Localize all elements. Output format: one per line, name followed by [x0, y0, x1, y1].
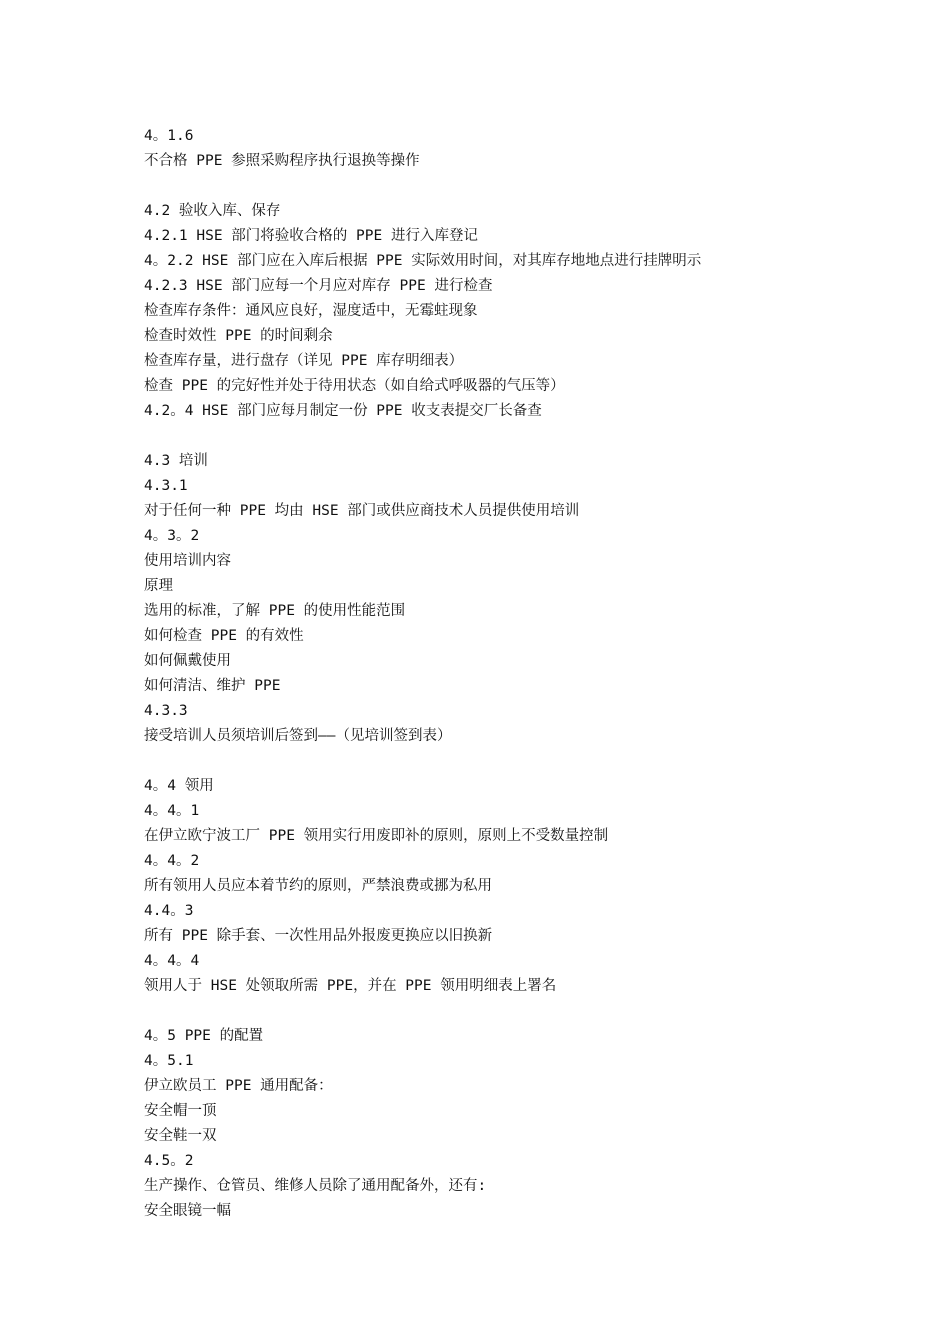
blank-line — [144, 999, 904, 1024]
text-line: 不合格 PPE 参照采购程序执行退换等操作 — [144, 153, 420, 169]
text-line: 检查时效性 PPE 的时间剩余 — [144, 328, 333, 344]
section-number: 4。1.6 — [144, 128, 194, 144]
text-line: 接受培训人员须培训后签到——（见培训签到表） — [144, 728, 452, 744]
section-number: 4。3。2 — [144, 528, 200, 544]
text-line: 如何检查 PPE 的有效性 — [144, 628, 304, 644]
text-line: 使用培训内容 — [144, 553, 231, 569]
text-line: 原理 — [144, 578, 173, 594]
text-line: 4。2.2 HSE 部门应在入库后根据 PPE 实际效用时间，对其库存地地点进行挂牌明示 — [144, 253, 702, 269]
text-line: 所有领用人员应本着节约的原则，严禁浪费或挪为私用 — [144, 878, 492, 894]
text-line: 对于任何一种 PPE 均由 HSE 部门或供应商技术人员提供使用培训 — [144, 503, 580, 519]
text-line: 4.2.3 HSE 部门应每一个月应对库存 PPE 进行检查 — [144, 278, 493, 294]
blank-line — [144, 749, 904, 774]
section-number: 4。4。2 — [144, 853, 200, 869]
section-heading: 4。4 领用 — [144, 778, 214, 794]
text-line: 伊立欧员工 PPE 通用配备： — [144, 1078, 333, 1094]
section-heading: 4.2 验收入库、保存 — [144, 203, 281, 219]
section-number: 4.4。3 — [144, 903, 194, 919]
section-number: 4。4。1 — [144, 803, 200, 819]
text-line: 安全鞋一双 — [144, 1128, 217, 1144]
section-number: 4。5.1 — [144, 1053, 194, 1069]
section-number: 4.3.3 — [144, 703, 188, 719]
section-heading: 4.3 培训 — [144, 453, 208, 469]
section-number: 4.3.1 — [144, 478, 188, 494]
text-line: 安全眼镜一幅 — [144, 1203, 231, 1219]
text-line: 如何佩戴使用 — [144, 653, 231, 669]
text-line: 检查库存条件：通风应良好，湿度适中，无霉蛀现象 — [144, 303, 478, 319]
text-line: 生产操作、仓管员、维修人员除了通用配备外，还有: — [144, 1178, 487, 1194]
text-line: 检查库存量，进行盘存（详见 PPE 库存明细表） — [144, 353, 464, 369]
blank-line — [144, 424, 904, 449]
text-line: 检查 PPE 的完好性并处于待用状态（如自给式呼吸器的气压等） — [144, 378, 565, 394]
text-line: 选用的标准，了解 PPE 的使用性能范围 — [144, 603, 406, 619]
text-line: 安全帽一顶 — [144, 1103, 217, 1119]
text-line: 在伊立欧宁波工厂 PPE 领用实行用废即补的原则，原则上不受数量控制 — [144, 828, 609, 844]
section-number: 4.5。2 — [144, 1153, 194, 1169]
text-line: 4.2.1 HSE 部门将验收合格的 PPE 进行入库登记 — [144, 228, 478, 244]
section-number: 4。4。4 — [144, 953, 200, 969]
text-line: 领用人于 HSE 处领取所需 PPE，并在 PPE 领用明细表上署名 — [144, 978, 557, 994]
blank-line — [144, 174, 904, 199]
document-page — [144, 124, 904, 1224]
text-line: 如何清洁、维护 PPE — [144, 678, 281, 694]
section-heading: 4。5 PPE 的配置 — [144, 1028, 264, 1044]
text-line: 所有 PPE 除手套、一次性用品外报废更换应以旧换新 — [144, 928, 493, 944]
text-line: 4.2。4 HSE 部门应每月制定一份 PPE 收支表提交厂长备查 — [144, 403, 542, 419]
